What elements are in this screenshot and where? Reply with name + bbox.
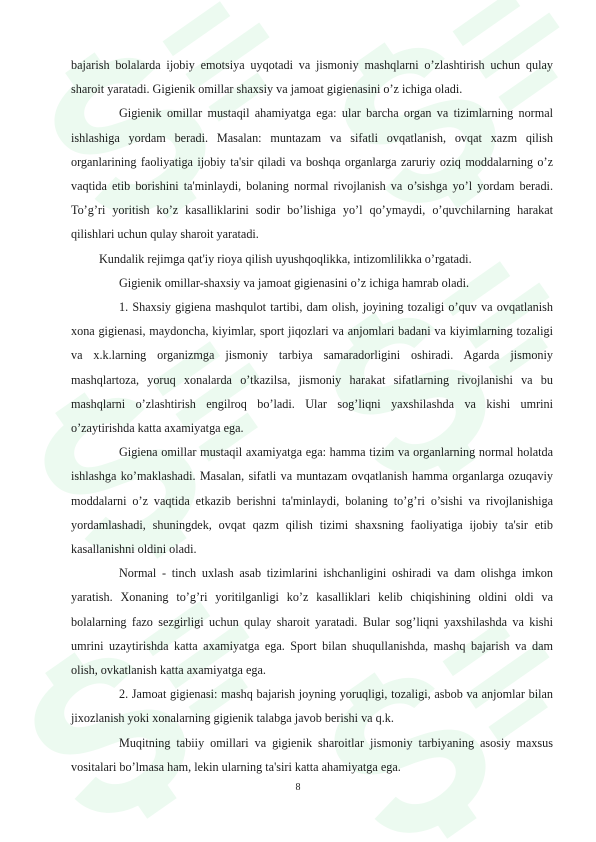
paragraph-8: 2. Jamoat gigienasi: mashq bajarish joyning yoruqligi, tozaligi, asbob va anjomlar bilan jixozlanish yoki xonalarning gigienik talabga javob berishi va q.k.	[71, 687, 553, 726]
paragraph-5: 1. Shaxsiy gigiena mashqulot tartibi, dam olish, joyining tozaligi o’quv va ovqatlanish xona gigienasi, maydoncha, kiyimlar, sport jiqozlari va anjomlari badani va kiyimlarning tozaligi va x.k.larning organizmga jismoniy tarbiya samaradorligini oshiradi. Agarda jismoniy mashqlartoza, yoruq xonalarda o’tkazilsa, jismoniy harakat sifatlarning rivojlanishi va bu mashqlarni o’zlashtirish engilroq bo’ladi. Ular sog’liqni yaxshilashda va kishi umrini o’zaytirishda katta axamiyatga ega.	[71, 300, 553, 436]
paragraph-4: Gigienik omillar-shaxsiy va jamoat gigienasini o’z ichiga hamrab oladi.	[119, 275, 470, 290]
paragraph-3: Kundalik rejimga qat'iy rioya qilish uyushqoqlikka, intizomlilikka o’rgatadi.	[99, 251, 472, 266]
paragraph-1: bajarish bolalarda ijobiy emotsiya uyqotadi va jismoniy mashqlarni o’zlashtirish uchun qulay sharoit yaratadi. Gigienik omillar shaxsiy va jamoat gigienasini o’z ichiga oladi.	[71, 58, 553, 97]
paragraph-2: Gigienik omillar mustaqil ahamiyatga ega: ular barcha organ va tizimlarning normal ishlashiga yordam beradi. Masalan: muntazam va sifatli ovqatlanish, ovqat xazm qilish organlarining faoliyatiga ijobiy ta'sir qiladi va boshqa organlarga zaruriy oziq moddalarning o’z vaqtida etib borishini ta'minlaydi, bolaning normal rivojlanish va o’sishga yo’l yordam beradi. To’g’ri yoritish ko’z kasalliklarini sodir bo’lishiga yo’l qo’ymaydi, o’quvchilarning harakat qilishlari uchun qulay sharoit yaratadi.	[71, 106, 553, 242]
paragraph-7: Normal - tinch uxlash asab tizimlarini ishchanligini oshiradi va dam olishga imkon yaratish. Xonaning to’g’ri yoritilganligi ko’z kasalliklari kelib chiqishining oldini oldi va bolalarning fazo sezgirligi uchun qulay sharoit yaratadi. Bular sog’liqni yaxshilashda va kishi umrini uzaytirishda katta axamiyatga ega. Sport bilan shuqullanishda, mashq bajarish va dam olish, ovkatlanish katta axamiyatga ega.	[71, 566, 553, 678]
paragraph-6: Gigienа omillar mustaqil axamiyatga ega: hamma tizim va organlarning normal holatda ishlashga ko’maklashadi. Masalan, sifatli va muntazam ovqatlanish hamma organlarga ozuqaviy moddalarni o’z vaqtida etkazib berishni ta'minlaydi, bolaning to’g’ri o’sishi va rivojlanishiga yordamlashadi, shuningdek, ovqat qazm qilish tizimi shaxsning faoliyatiga ijobiy ta'sir etib kasallanishni oldini oladi.	[71, 445, 553, 557]
page-number: 8	[295, 782, 301, 793]
paragraph-9: Muqitning tabiiy omillari va gigienik sharoitlar jismoniy tarbiyaning asosiy maxsus vositalari bo’lmasa ham, lekin ularning ta'siri katta ahamiyatga ega.	[71, 735, 553, 774]
document-body	[71, 53, 553, 779]
